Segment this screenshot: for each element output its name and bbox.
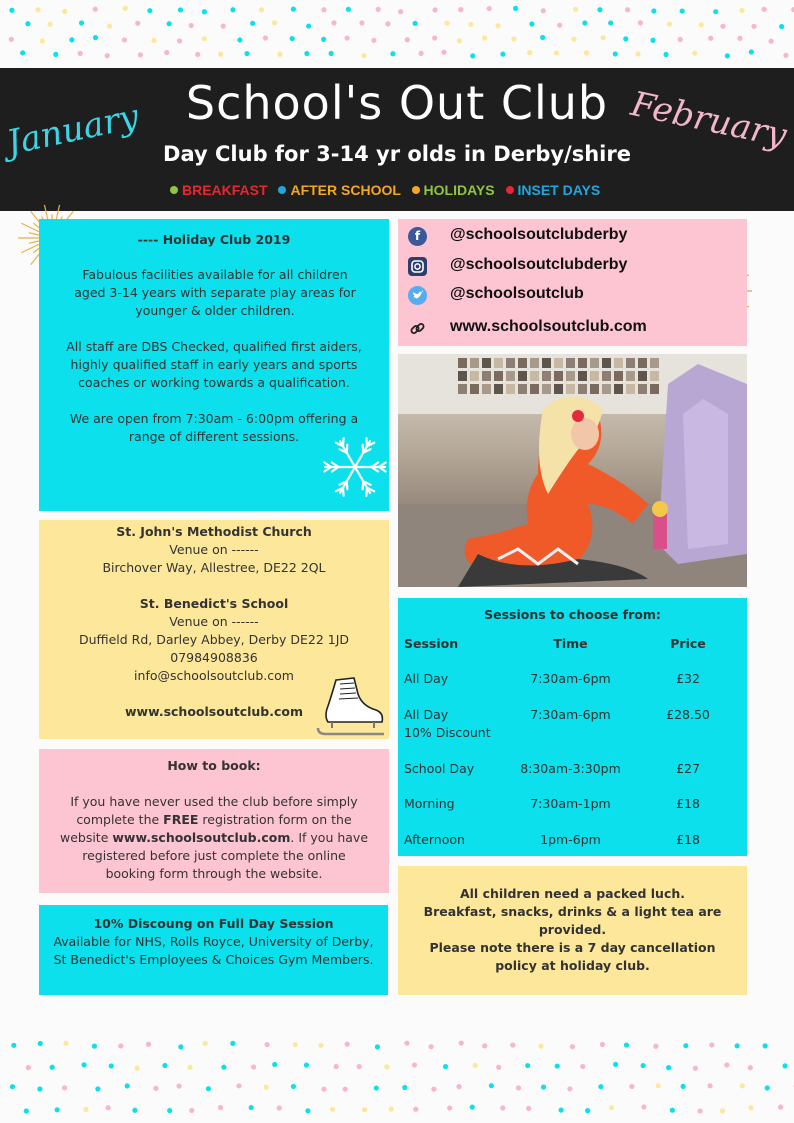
email-address[interactable]: info@schoolsoutclub.com [134,668,294,683]
instagram-icon [408,257,427,276]
page-subtitle: Day Club for 3-14 yr olds in Derby/shire [163,142,631,166]
intro-paragraph-facilities: Fabulous facilities available for all children aged 3-14 years with separate play areas for younger & older children. [74,267,356,318]
category-list [170,182,607,198]
column-header-price: Price [670,636,706,651]
category-after-school: AFTER SCHOOL [278,182,404,198]
intro-heading: ---- Holiday Club 2019 [137,232,291,247]
instagram-link[interactable]: @schoolsoutclubderby [398,254,747,278]
facebook-link[interactable]: f @schoolsoutclubderby [398,224,747,248]
venue-1-label: Venue on ------ [169,542,259,557]
bullet-icon [506,186,514,194]
venue-1-name: St. John's Methodist Church [116,524,312,539]
bullet-icon [278,186,286,194]
website-social-link[interactable]: www.schoolsoutclub.com [398,316,747,340]
category-breakfast: BREAKFAST [170,182,271,198]
column-header-session: Session [404,636,459,651]
booking-instructions: If you have never used the club before simply complete the FREE registration form on the website www.schoolsoutclub.com. If you have registered before just complete the online booking form through the website. [59,794,369,881]
bullet-icon [170,186,178,194]
venue-2-address: Duffield Rd, Darley Abbey, Derby DE22 1JD [78,632,350,647]
venue-1-address: Birchover Way, Allestree, DE22 2QL [102,560,326,575]
booking-heading: How to book: [167,758,261,773]
sessions-table: Sessions to choose from: Session Time Price All Day 7:30am-6pm £32 All Day 10% Discount 7:30am-6pm £28.50 School Day 8:30am-3:30pm £27 Morning 7:30am-1pm £18 Afternoon 1pm-6pm £18 [398,598,747,856]
intro-panel [39,219,389,511]
notice-line-2: Breakfast, snacks, drinks & a light tea are provided. [423,904,722,937]
ice-skate-icon [314,676,388,738]
snowflake-icon [322,434,388,500]
notice-line-3: Please note there is a 7 day cancellation policy at holiday club. [429,940,716,973]
discount-heading: 10% Discoung on Full Day Session [93,916,334,931]
bullet-icon [412,186,420,194]
intro-paragraph-staff: All staff are DBS Checked, qualified first aiders, highly qualified staff in early years and sports coaches or working towards a qualification. [66,339,362,390]
venue-2-label: Venue on ------ [169,614,259,629]
sessions-title: Sessions to choose from: [484,607,661,622]
twitter-link[interactable]: @schoolsoutclub [398,283,747,307]
notice-line-1: All children need a packed luch. [459,886,686,901]
booking-website-link[interactable]: www.schoolsoutclub.com [112,830,291,845]
facebook-icon: f [408,227,427,246]
confetti-top-decoration [0,0,794,68]
column-header-time: Time [553,636,588,651]
twitter-icon [408,286,427,305]
booking-panel [39,749,389,893]
category-holidays: HOLIDAYS [412,182,499,198]
social-links-panel [398,219,747,346]
month-january: January [3,96,143,164]
category-inset-days: INSET DAYS [506,182,601,198]
confetti-bottom-decoration [0,1035,794,1123]
venue-2-name: St. Benedict's School [139,596,289,611]
discount-panel [39,905,388,995]
packed-lunch-notice [398,866,747,995]
child-playing-photo [398,354,747,587]
venues-panel [39,520,389,739]
discount-text: Available for NHS, Rolls Royce, University of Derby, St Benedict's Employees & Choices Gym Members. [53,934,374,967]
intro-paragraph-hours: We are open from 7:30am - 6:00pm offering a range of different sessions. [69,411,359,444]
month-february: February [627,84,790,156]
website-link[interactable]: www.schoolsoutclub.com [124,704,303,719]
link-icon [408,319,427,338]
page-title: School's Out Club [185,76,609,130]
phone-number: 07984908836 [170,650,258,665]
